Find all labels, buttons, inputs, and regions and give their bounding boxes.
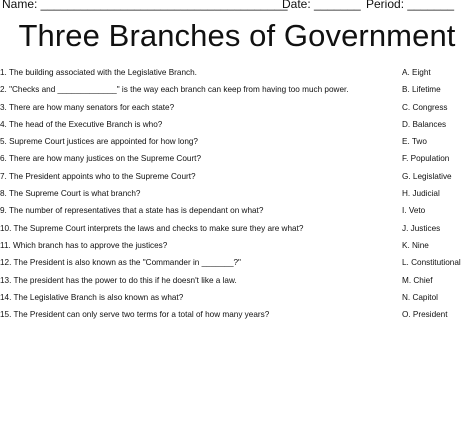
answer-option: C. Congress <box>402 102 448 112</box>
question-text: 8. The Supreme Court is what branch? <box>0 189 141 199</box>
question-text: 7. The President appoints who to the Supreme Court? <box>0 171 196 181</box>
name-field-label: Name: _____________________________________ <box>2 0 288 11</box>
list-item <box>0 101 474 118</box>
list-item <box>0 152 474 169</box>
list-item <box>0 204 474 221</box>
list-item <box>0 291 474 308</box>
answer-option: B. Lifetime <box>402 85 441 95</box>
question-text: 9. The number of representatives that a state has is dependant on what? <box>0 206 264 216</box>
answer-option: N. Capitol <box>402 292 438 302</box>
period-field-label: Period: _______ <box>366 0 455 11</box>
question-text: 4. The head of the Executive Branch is who? <box>0 119 163 129</box>
question-text: 2. "Checks and _____________" is the way each branch can keep from having too much power. <box>0 85 349 95</box>
list-item <box>0 118 474 135</box>
list-item <box>0 256 474 273</box>
answer-option: G. Legislative <box>402 171 452 181</box>
answer-option: J. Justices <box>402 223 441 233</box>
list-item <box>0 274 474 291</box>
question-list <box>0 66 474 325</box>
question-text: 3. There are how many senators for each state? <box>0 102 175 112</box>
question-text: 6. There are how many justices on the Supreme Court? <box>0 154 202 164</box>
question-text: 5. Supreme Court justices are appointed for how long? <box>0 137 198 147</box>
answer-option: H. Judicial <box>402 189 440 199</box>
page-title: Three Branches of Government <box>18 18 456 53</box>
answer-option: I. Veto <box>402 206 426 216</box>
list-item <box>0 222 474 239</box>
list-item <box>0 239 474 256</box>
question-text: 12. The President is also known as the "Commander in _______?" <box>0 258 241 268</box>
question-text: 1. The building associated with the Legislative Branch. <box>0 68 197 77</box>
list-item <box>0 66 474 83</box>
list-item <box>0 170 474 187</box>
question-text: 15. The President can only serve two terms for a total of how many years? <box>0 310 270 320</box>
question-text: 14. The Legislative Branch is also known as what? <box>0 292 184 302</box>
question-text: 10. The Supreme Court interprets the laws and checks to make sure they are what? <box>0 223 304 233</box>
question-text: 13. The president has the power to do this if he doesn't like a law. <box>0 275 237 285</box>
answer-option: E. Two <box>402 137 427 147</box>
question-text: 11. Which branch has to approve the justices? <box>0 240 168 250</box>
answer-option: A. Eight <box>402 68 431 77</box>
answer-option: L. Constitutional <box>402 258 461 268</box>
answer-option: M. Chief <box>402 275 433 285</box>
answer-option: F. Population <box>402 154 450 164</box>
list-item <box>0 83 474 100</box>
worksheet-header <box>0 0 474 14</box>
answer-option: K. Nine <box>402 240 429 250</box>
date-field-label: Date: _______ <box>282 0 361 11</box>
list-item <box>0 308 474 325</box>
answer-option: D. Balances <box>402 119 447 129</box>
answer-option: O. President <box>402 310 448 320</box>
list-item <box>0 187 474 204</box>
list-item <box>0 135 474 152</box>
